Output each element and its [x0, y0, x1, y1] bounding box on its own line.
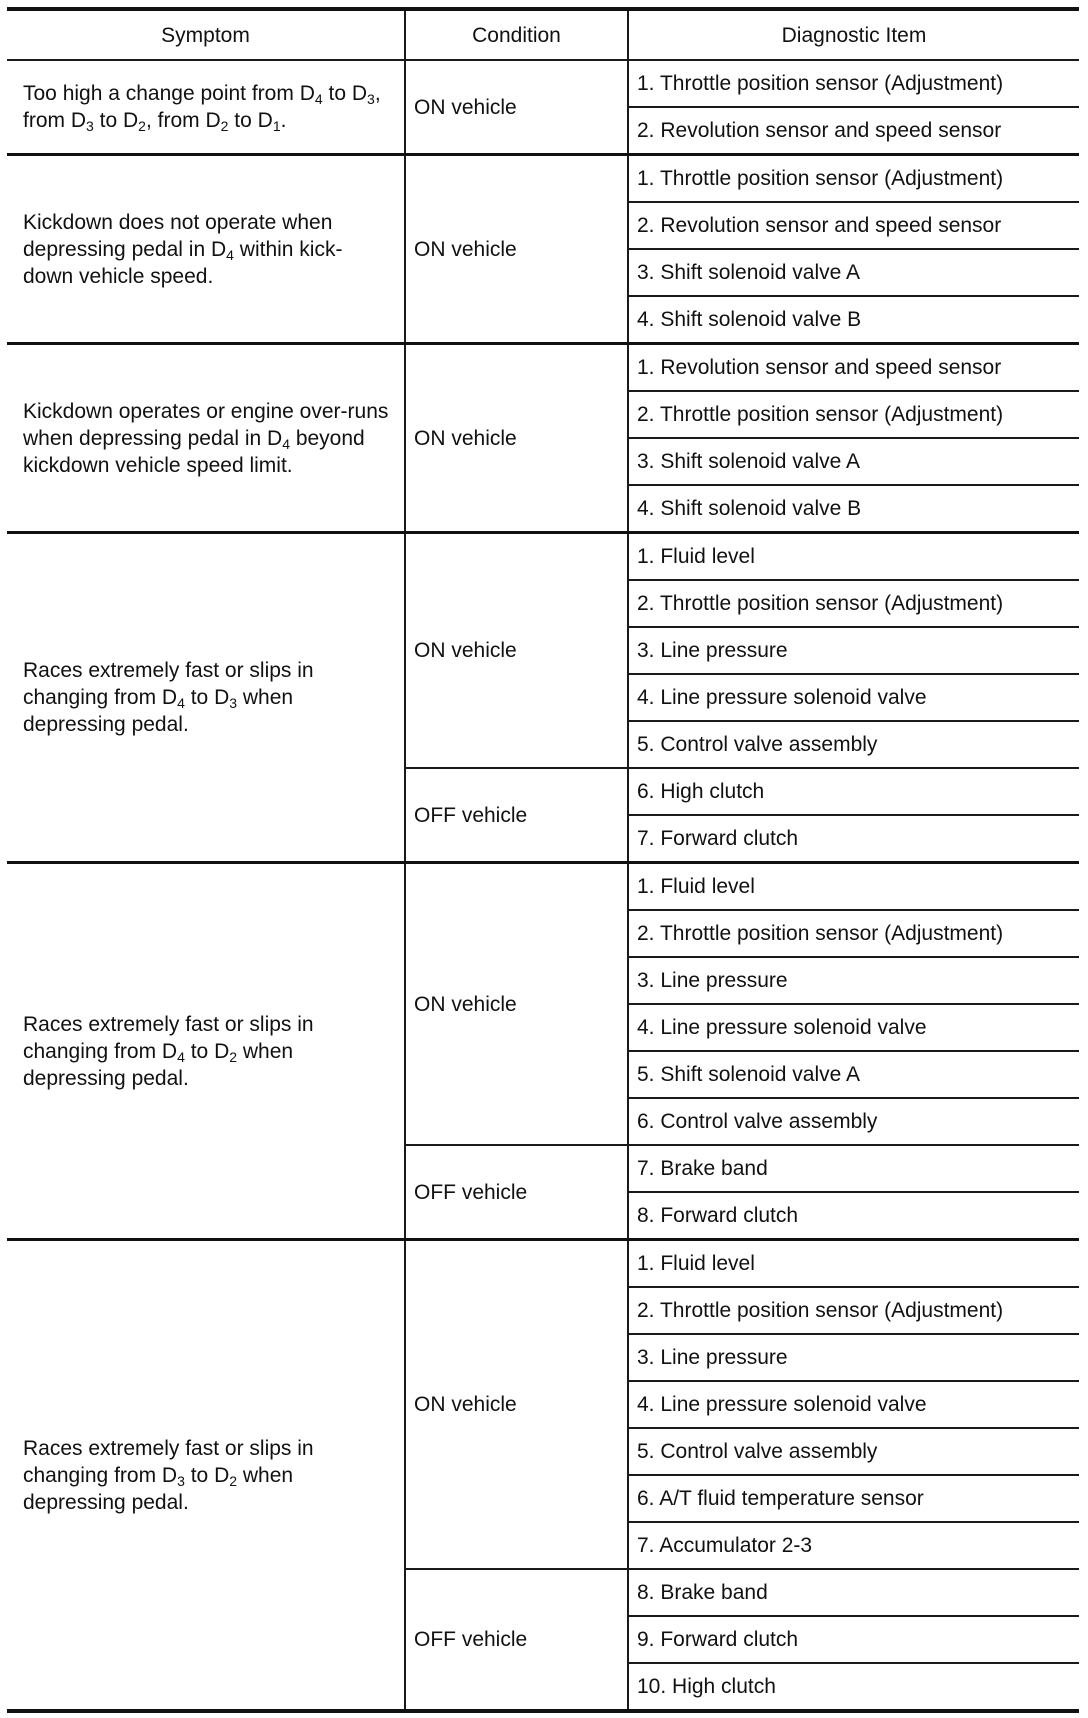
diagnostic-item-cell: 1. Revolution sensor and speed sensor — [628, 344, 1079, 392]
condition-cell: ON vehicle — [405, 344, 628, 533]
diagnostic-item-cell: 10. High clutch — [628, 1663, 1079, 1711]
symptom-group — [7, 863, 1079, 1240]
diagnostic-item-cell: 2. Throttle position sensor (Adjustment) — [628, 1287, 1079, 1334]
table-row — [7, 344, 1079, 392]
diagnostic-item-cell: 4. Line pressure solenoid valve — [628, 674, 1079, 721]
diagnostic-item-cell: 3. Shift solenoid valve A — [628, 438, 1079, 485]
condition-cell: ON vehicle — [405, 1240, 628, 1570]
diagnostic-item-cell: 1. Throttle position sensor (Adjustment) — [628, 155, 1079, 203]
diagnostic-item-cell: 4. Line pressure solenoid valve — [628, 1004, 1079, 1051]
table-row — [7, 533, 1079, 581]
symptom-group — [7, 344, 1079, 533]
diagnostic-item-cell: 4. Shift solenoid valve B — [628, 296, 1079, 344]
diagnostic-item-cell: 9. Forward clutch — [628, 1616, 1079, 1663]
symptom-group — [7, 60, 1079, 155]
symptom-group — [7, 155, 1079, 344]
diagnostic-item-cell: 3. Shift solenoid valve A — [628, 249, 1079, 296]
diagnostic-item-cell: 2. Revolution sensor and speed sensor — [628, 202, 1079, 249]
diagnostic-item-cell: 7. Forward clutch — [628, 815, 1079, 863]
condition-cell: ON vehicle — [405, 60, 628, 155]
diagnostic-item-cell: 1. Fluid level — [628, 533, 1079, 581]
header-diagnostic-item: Diagnostic Item — [628, 9, 1079, 60]
table-header — [7, 9, 1079, 60]
condition-cell: OFF vehicle — [405, 1145, 628, 1240]
diagnostic-item-cell: 6. A/T fluid temperature sensor — [628, 1475, 1079, 1522]
diagnostic-item-cell: 3. Line pressure — [628, 957, 1079, 1004]
header-symptom: Symptom — [7, 9, 405, 60]
table-row — [7, 60, 1079, 107]
diagnostic-item-cell: 2. Revolution sensor and speed sensor — [628, 107, 1079, 155]
diagnostic-item-cell: 1. Throttle position sensor (Adjustment) — [628, 60, 1079, 107]
table-row — [7, 1240, 1079, 1288]
diagnostic-item-cell: 6. High clutch — [628, 768, 1079, 815]
symptom-cell: Races extremely fast or slips in changing from $D_3$ to $D_2$ when depressing pedal. — [7, 1240, 405, 1712]
symptom-group — [7, 533, 1079, 863]
condition-cell: OFF vehicle — [405, 1569, 628, 1711]
diagnostic-item-cell: 1. Fluid level — [628, 1240, 1079, 1288]
condition-cell: ON vehicle — [405, 155, 628, 344]
header-row — [7, 9, 1079, 60]
diagnostic-item-cell: 6. Control valve assembly — [628, 1098, 1079, 1145]
condition-cell: OFF vehicle — [405, 768, 628, 863]
diagnostic-item-cell: 5. Control valve assembly — [628, 1428, 1079, 1475]
diagnostic-item-cell: 1. Fluid level — [628, 863, 1079, 911]
condition-cell: ON vehicle — [405, 863, 628, 1146]
symptom-cell: Kickdown operates or engine over-runs when depressing pedal in $D_4$ beyond kickdown vehicle speed limit. — [7, 344, 405, 533]
diagnostic-item-cell: 2. Throttle position sensor (Adjustment) — [628, 580, 1079, 627]
symptom-cell: Kickdown does not operate when depressing pedal in $D_4$ within kick-down vehicle speed. — [7, 155, 405, 344]
symptom-cell: Races extremely fast or slips in changing from $D_4$ to $D_2$ when depressing pedal. — [7, 863, 405, 1240]
diagnostic-item-cell: 7. Accumulator 2-3 — [628, 1522, 1079, 1569]
symptom-group — [7, 1240, 1079, 1712]
table-row — [7, 155, 1079, 203]
diagnostic-item-cell: 5. Control valve assembly — [628, 721, 1079, 768]
condition-cell: ON vehicle — [405, 533, 628, 769]
header-condition: Condition — [405, 9, 628, 60]
diagnostic-item-cell: 3. Line pressure — [628, 1334, 1079, 1381]
diagnostic-item-cell: 2. Throttle position sensor (Adjustment) — [628, 910, 1079, 957]
diagnostic-item-cell: 2. Throttle position sensor (Adjustment) — [628, 391, 1079, 438]
diagnostic-item-cell: 8. Forward clutch — [628, 1192, 1079, 1240]
symptom-cell: Too high a change point from $D_4$ to $D_3$, from $D_3$ to $D_2$, from $D_2$ to $D_1$. — [7, 60, 405, 155]
diagnostic-item-cell: 8. Brake band — [628, 1569, 1079, 1616]
diagnostic-item-cell: 3. Line pressure — [628, 627, 1079, 674]
table-row — [7, 863, 1079, 911]
symptom-cell: Races extremely fast or slips in changing from $D_4$ to $D_3$ when depressing pedal. — [7, 533, 405, 863]
diagnostic-item-cell: 5. Shift solenoid valve A — [628, 1051, 1079, 1098]
diagnostic-table — [7, 7, 1079, 1713]
diagnostic-item-cell: 4. Shift solenoid valve B — [628, 485, 1079, 533]
diagnostic-item-cell: 4. Line pressure solenoid valve — [628, 1381, 1079, 1428]
diagnostic-item-cell: 7. Brake band — [628, 1145, 1079, 1192]
